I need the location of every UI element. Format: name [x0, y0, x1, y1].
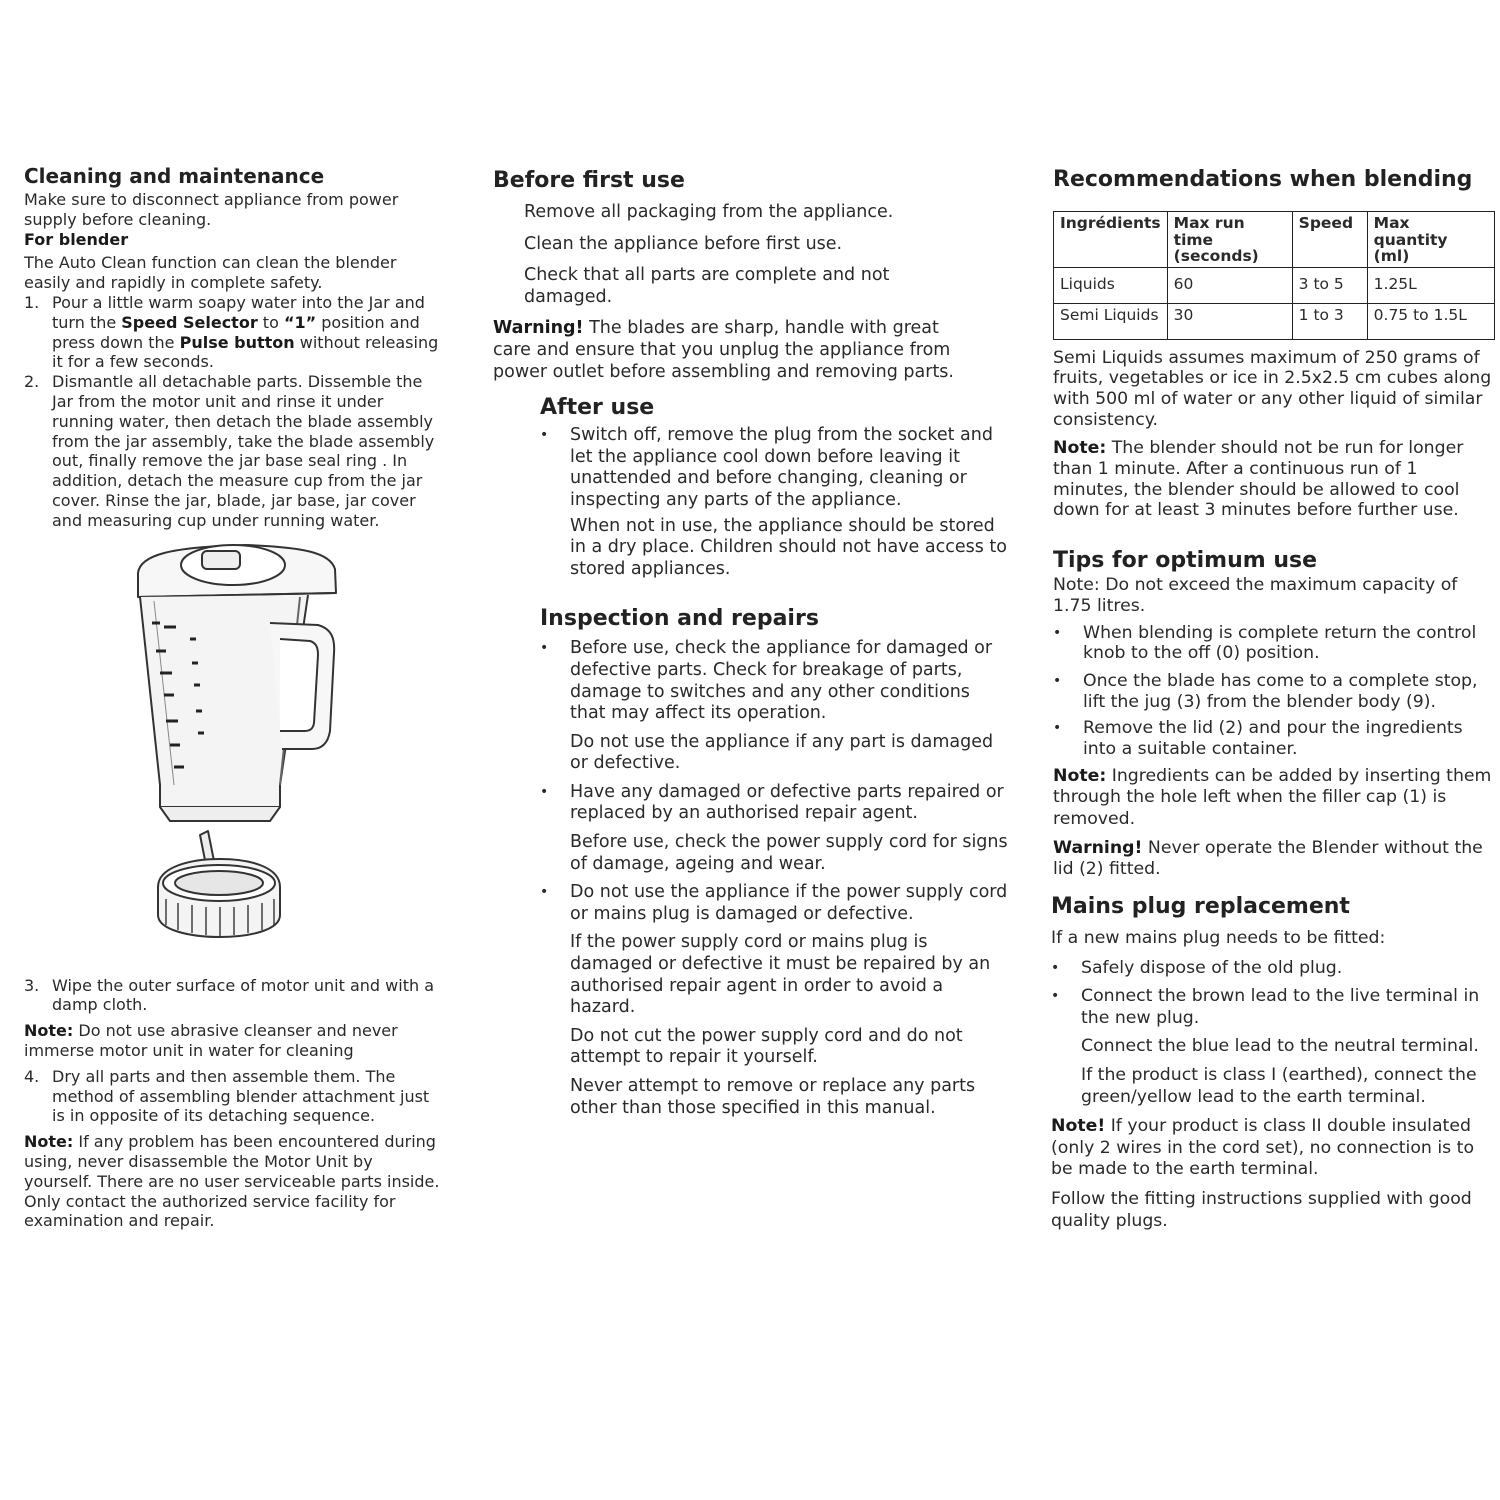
inspection-bullet-1-text: Before use, check the appliance for damaged or defective parts. Check for breakage of parts, damage to switches and any other conditions that may affect its operation. [570, 638, 993, 724]
bullet-dot: • [1053, 720, 1062, 737]
step-4 [24, 1067, 444, 1126]
lid-warning-text: Never operate the Blender without the lid (2) fitted. [1053, 837, 1483, 879]
tips-heading: Tips for optimum use [1053, 548, 1318, 574]
note-repair [24, 1132, 444, 1231]
step-1-text-c: position and press down the [52, 312, 420, 352]
bullet-dot: • [1053, 624, 1062, 641]
step-3-text: Wipe the outer surface of motor unit and with a damp cloth. [52, 975, 434, 1015]
bullet-dot: • [540, 427, 549, 444]
step-1-pulse-button: Pulse button [179, 332, 295, 352]
tips-intro: Note: Do not exceed the maximum capacity of 1.75 litres. [1053, 575, 1458, 616]
semi-liquids-note: Semi Liquids assumes maximum of 250 grams of fruits, vegetables or ice in 2.5x2.5 cm cubes along with 500 ml of water or any other liquid of similar consistency. [1053, 347, 1492, 430]
header-max-run-time: Max run time (seconds) [1167, 212, 1292, 268]
filler-cap-note-text: Ingredients can be added by inserting them through the hole left when the filler cap (1) is removed. [1053, 765, 1492, 829]
tips-bullet-text: When blending is complete return the control knob to the off (0) position. [1083, 622, 1477, 664]
table-cell: Semi Liquids [1054, 303, 1168, 339]
blender-jar-illustration [130, 535, 360, 950]
inspection-para: Do not cut the power supply cord and do not attempt to repair it yourself. [570, 1025, 963, 1068]
earth-note [1051, 1116, 1498, 1181]
step-3-number: 3. [24, 975, 40, 995]
step-1 [24, 293, 444, 372]
mains-intro: If a new mains plug needs to be fitted: [1051, 927, 1386, 948]
tips-bullet [1053, 623, 1498, 664]
first-use-column [493, 166, 1008, 1119]
tips-bullet [1053, 671, 1498, 712]
after-use-heading: After use [540, 395, 655, 421]
step-2-number: 2. [24, 372, 40, 392]
header-speed: Speed [1292, 212, 1367, 268]
mains-heading: Mains plug replacement [1051, 893, 1350, 919]
table-cell: 60 [1167, 267, 1292, 303]
earth-note-label: Note! [1051, 1116, 1106, 1137]
inspection-para: If the power supply cord or mains plug is damaged or defective it must be repaired by an authorised repair agent in order to avoid a hazard. [570, 932, 991, 1018]
step-3 [24, 976, 444, 1016]
inspection-bullet-2-text: Have any damaged or defective parts repaired or replaced by an authorised repair agent. [570, 781, 1004, 824]
blade-warning [493, 318, 958, 383]
cleaning-heading: Cleaning and maintenance [24, 164, 325, 188]
mains-bullet [1051, 986, 1498, 1029]
tips-bullet-text: Once the blade has come to a complete stop, lift the jug (3) from the blender body (9). [1083, 670, 1478, 712]
table-cell: 3 to 5 [1292, 267, 1367, 303]
table-cell: 30 [1167, 303, 1292, 339]
run-time-note-label: Note: [1053, 438, 1107, 459]
recommendations-table [1053, 211, 1495, 340]
storage-text: When not in use, the appliance should be stored in a dry place. Children should not have access to stored appliances. [570, 515, 1007, 579]
bullet-dot: • [1053, 672, 1062, 689]
header-ingredients: Ingrédients [1054, 212, 1168, 268]
blender-subheading: For blender [24, 229, 129, 249]
earth-note-text: If your product is class II double insulated (only 2 wires in the cord set), no connection is to be made to the earth terminal. [1051, 1116, 1475, 1180]
inspection-para: Do not use the appliance if any part is damaged or defective. [570, 731, 994, 774]
step-2 [24, 372, 444, 530]
after-use-section [493, 393, 1008, 1119]
bullet-dot: • [1051, 959, 1060, 976]
cleaning-column [24, 162, 444, 1231]
bullet-dot: • [1051, 988, 1060, 1005]
table-cell: Liquids [1054, 267, 1168, 303]
blade-warning-label: Warning! [493, 318, 584, 339]
note-repair-text: If any problem has been encountered during using, never disassemble the Motor Unit by yourself. There are no user serviceable parts inside. Only contact the authorized service facility for examination and repair. [24, 1132, 440, 1231]
table-cell: 1 to 3 [1292, 303, 1367, 339]
first-use-item: Clean the appliance before first use. [524, 233, 843, 254]
table-header-row [1054, 212, 1495, 268]
inspection-bullet-3-text: Do not use the appliance if the power supply cord or mains plug is damaged or defective. [570, 882, 1008, 924]
step-4-text: Dry all parts and then assemble them. The method of assembling blender attachment just is in opposite of its detaching sequence. [52, 1066, 430, 1126]
inspection-bullet [540, 882, 1008, 925]
step-1-text-a: Pour a little warm soapy water into the Jar and turn the [52, 292, 425, 332]
tips-bullet-text: Remove the lid (2) and pour the ingredients into a suitable container. [1083, 718, 1463, 760]
first-use-item: Remove all packaging from the appliance. [524, 202, 894, 222]
note-repair-label: Note: [24, 1132, 74, 1152]
mains-bullet-1-text: Safely dispose of the old plug. [1081, 957, 1343, 978]
bullet-dot: • [540, 884, 549, 901]
after-use-bullet [540, 425, 1008, 511]
lid-warning-label: Warning! [1053, 837, 1143, 858]
inspection-para: Never attempt to remove or replace any parts other than those specified in this manual. [570, 1076, 976, 1118]
lid-warning [1053, 838, 1498, 880]
step-1-speed-selector: Speed Selector [121, 312, 258, 332]
step-1-position: “1” [283, 312, 317, 332]
step-4-number: 4. [24, 1066, 40, 1086]
bullet-dot: • [540, 783, 549, 800]
header-max-quantity: Max quantity (ml) [1367, 212, 1494, 268]
mains-section [1051, 892, 1498, 1232]
step-2-text: Dismantle all detachable parts. Dissemble the Jar from the motor unit and rinse it under running water, then detach the blade assembly from the jar assembly, take the blade assembly out, finally remove the jar base seal ring . In addition, detach the measure cup from the jar cover. Rinse the jar, blade, jar base, jar cover and measuring cup under running water. [52, 372, 435, 530]
note-abrasive-label: Note: [24, 1021, 74, 1041]
mains-para: If the product is class I (earthed), connect the green/yellow lead to the earth terminal. [1081, 1064, 1477, 1107]
note-abrasive-text: Do not use abrasive cleanser and never immerse motor unit in water for cleaning [24, 1021, 398, 1060]
table-cell: 1.25L [1367, 267, 1494, 303]
table-cell: 0.75 to 1.5L [1367, 303, 1494, 339]
blade-warning-text: The blades are sharp, handle with great care and ensure that you unplug the appliance from power outlet before assembling and removing parts. [493, 318, 954, 382]
table-row [1054, 303, 1495, 339]
before-first-use-heading: Before first use [493, 168, 685, 193]
cleaning-intro: Make sure to disconnect appliance from power supply before cleaning. [24, 190, 399, 229]
run-time-note-text: The blender should not be run for longer than 1 minute. After a continuous run of 1 minutes, the blender should be allowed to cool down for at least 3 minutes before further use. [1053, 438, 1464, 521]
note-abrasive [24, 1021, 444, 1061]
run-time-note [1053, 438, 1498, 521]
recommendations-column [1053, 165, 1498, 1232]
tips-bullet [1053, 718, 1498, 759]
inspection-para: Before use, check the power supply cord for signs of damage, ageing and wear. [570, 832, 1008, 874]
recommendations-heading: Recommendations when blending [1053, 167, 1473, 192]
step-1-text-d: without releasing it for a few seconds. [52, 332, 439, 372]
filler-cap-note [1053, 766, 1498, 830]
inspection-heading: Inspection and repairs [540, 606, 819, 632]
table-row [1054, 267, 1495, 303]
mains-bullet [1051, 958, 1498, 980]
step-1-number: 1. [24, 292, 40, 312]
inspection-bullet [540, 782, 1008, 825]
bullet-dot: • [540, 640, 549, 657]
inspection-bullet [540, 638, 1008, 724]
after-use-bullet-text: Switch off, remove the plug from the socket and let the appliance cool down before leaving it unattended and before changing, cleaning or inspecting any parts of the appliance. [570, 425, 993, 510]
filler-cap-note-label: Note: [1053, 765, 1107, 786]
mains-bullet-2-text: Connect the brown lead to the live terminal in the new plug. [1081, 986, 1480, 1028]
before-first-use-list [493, 202, 1008, 308]
step-1-text-b: to [257, 312, 284, 332]
fitting-instructions: Follow the fitting instructions supplied with good quality plugs. [1051, 1188, 1472, 1231]
auto-clean-text: The Auto Clean function can clean the blender easily and rapidly in complete safety. [24, 253, 397, 293]
mains-para: Connect the blue lead to the neutral terminal. [1081, 1036, 1479, 1057]
first-use-item: Check that all parts are complete and not damaged. [524, 265, 890, 307]
